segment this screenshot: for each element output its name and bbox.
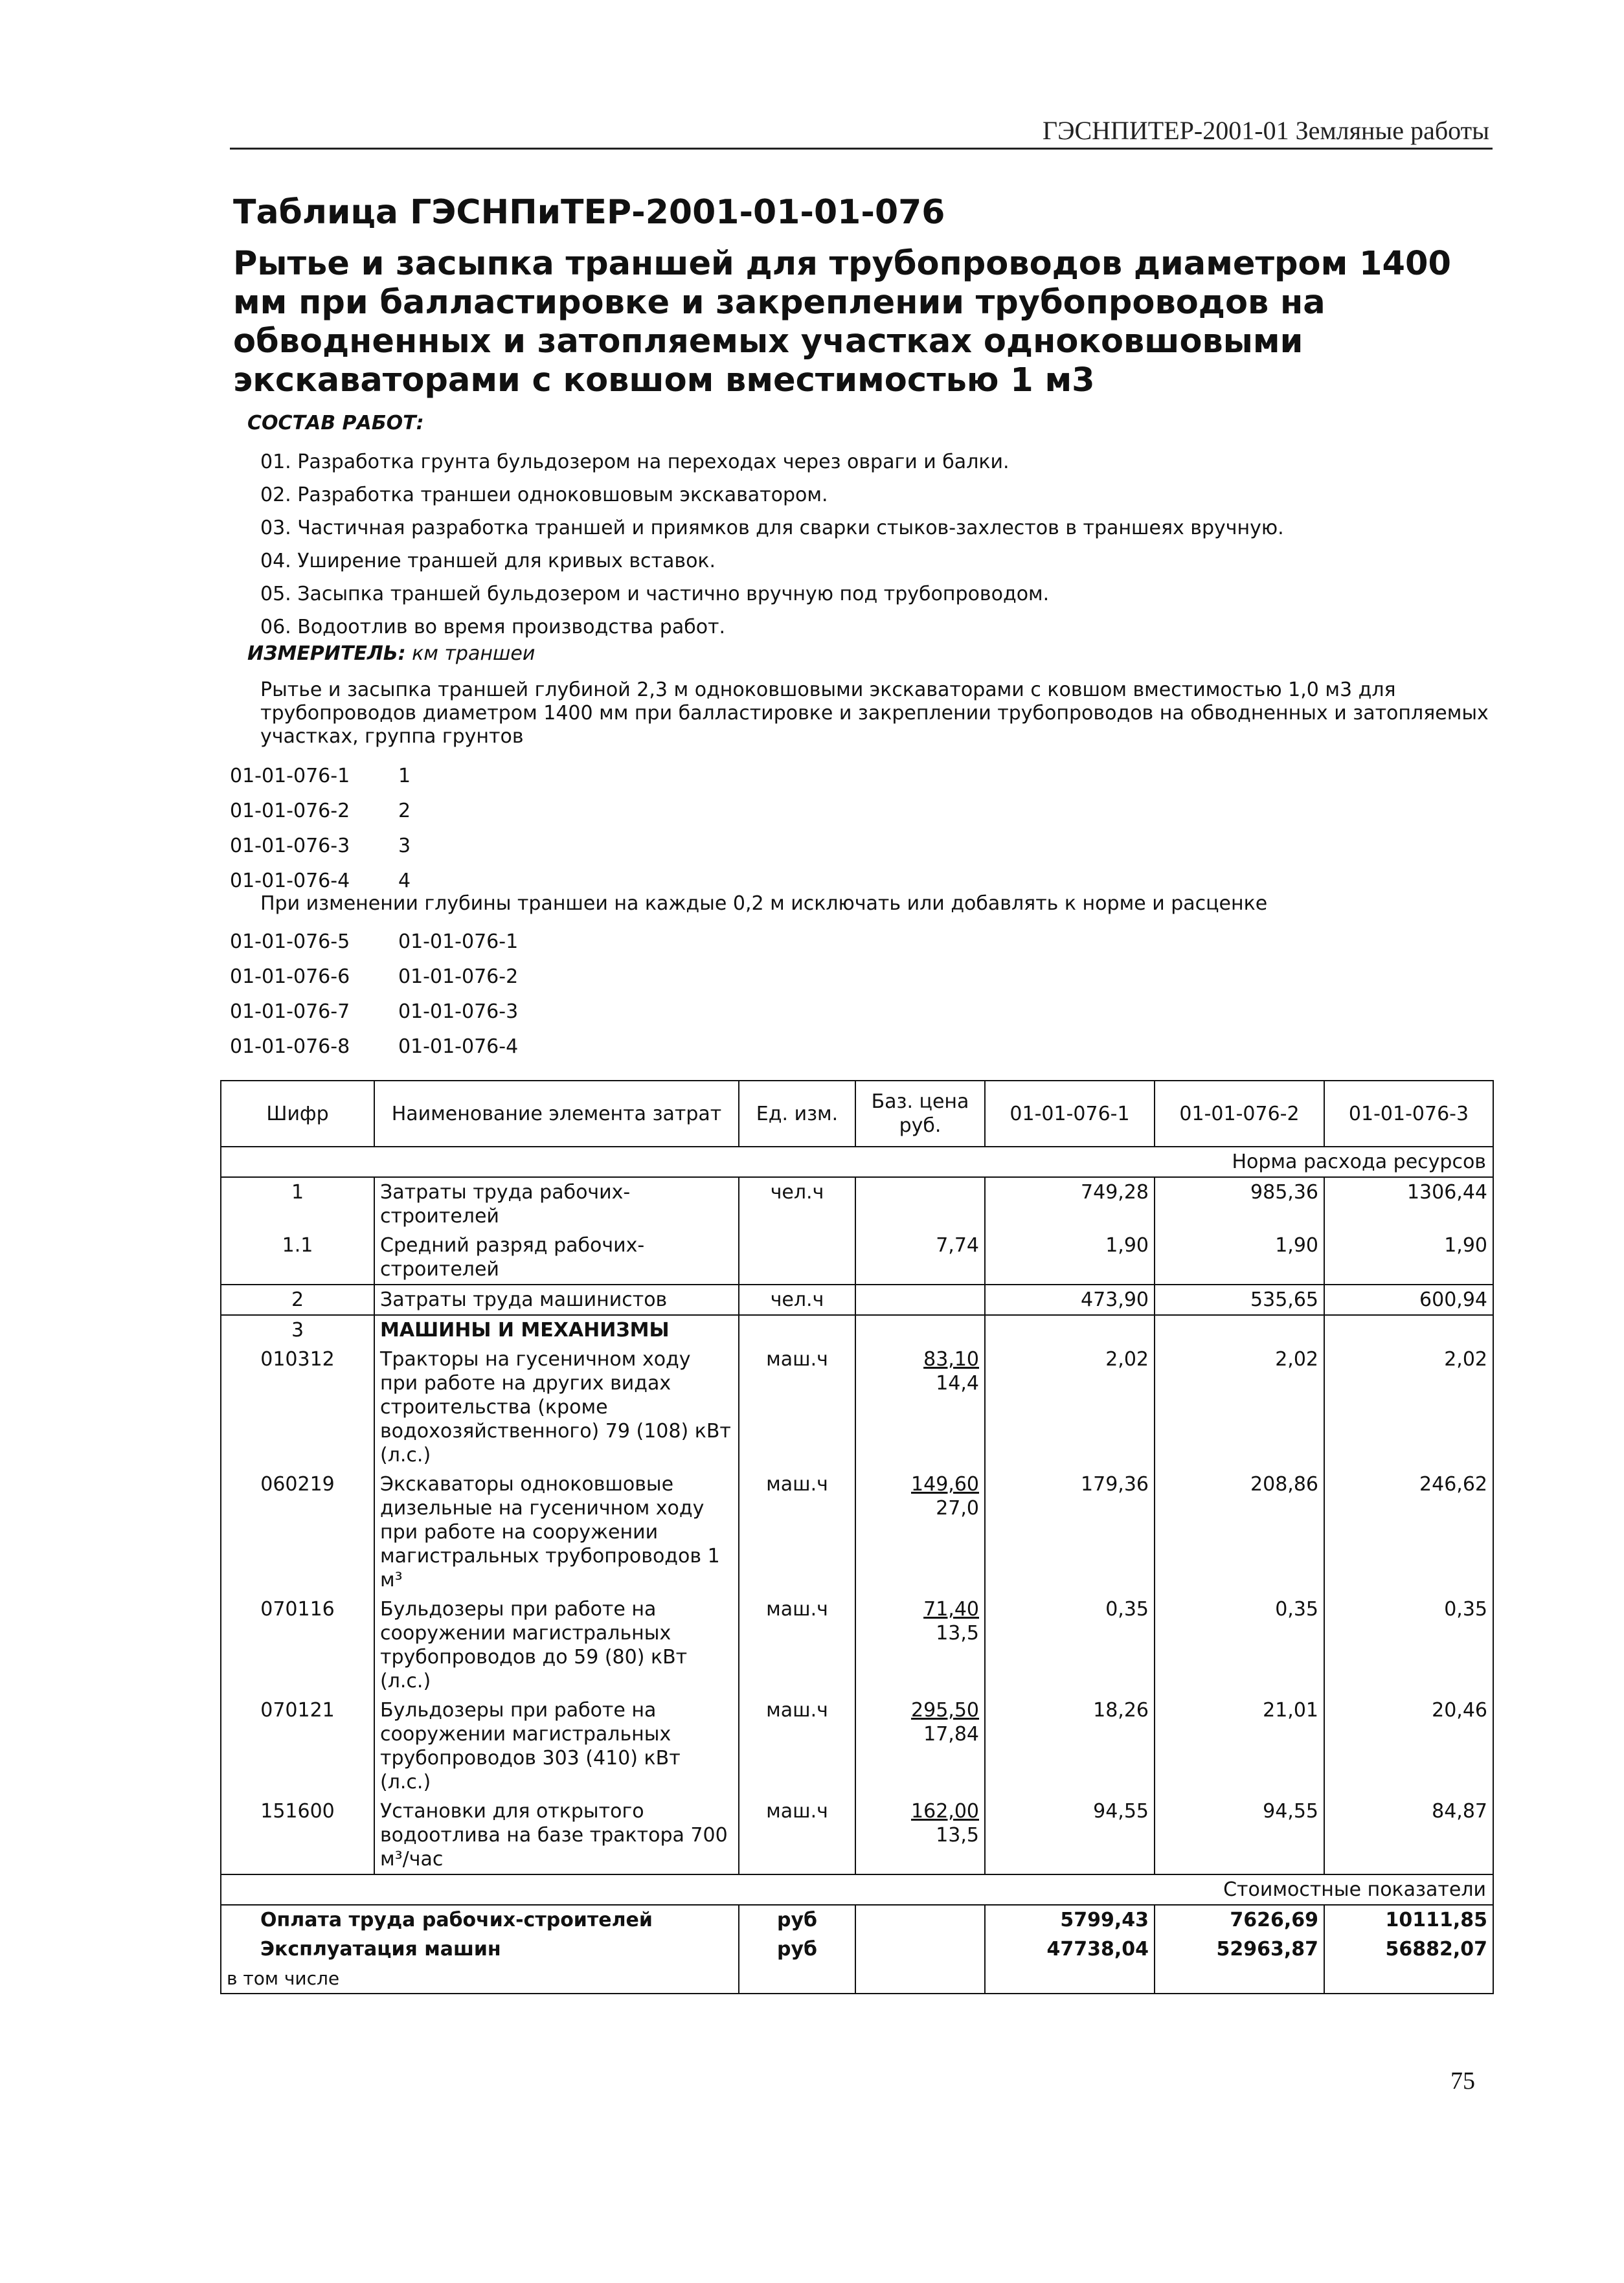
page-title: Рытье и засыпка траншей для трубопроводов диаметром 1400 мм при балластировке и закреплении трубопроводов на обводненных и затопляемых участках одноковшовыми экскаваторами с ковшом вместимостью 1 м3 [233, 245, 1451, 399]
row-price: 7,74 [855, 1231, 985, 1285]
row-value-3: 246,62 [1324, 1470, 1493, 1595]
cost-row [221, 1935, 1493, 1964]
cost-value-1: 47738,04 [985, 1935, 1155, 1964]
row-price [855, 1345, 985, 1470]
code: 01-01-076-1 [230, 765, 350, 787]
code-row [230, 1029, 518, 1064]
code-value: 01-01-076-1 [398, 930, 519, 953]
row-unit: чел.ч [739, 1285, 855, 1315]
table-row [221, 1231, 1493, 1285]
machine-row [221, 1595, 1493, 1696]
row-value-2: 535,65 [1155, 1285, 1324, 1315]
table-label: Таблица ГЭСНПиТЕР-2001-01-01-076 [233, 193, 945, 232]
meter-label: ИЗМЕРИТЕЛЬ: [247, 642, 406, 665]
row-price [855, 1285, 985, 1315]
column-header: 01-01-076-3 [1324, 1081, 1493, 1147]
work-item: 05. Засыпка траншей бульдозером и частично вручную под трубопроводом. [260, 583, 1050, 605]
code: 01-01-076-5 [230, 930, 350, 953]
row-value-3: 1,90 [1324, 1231, 1493, 1285]
row-value-3: 600,94 [1324, 1285, 1493, 1315]
code-value: 01-01-076-2 [398, 965, 519, 988]
code: 01-01-076-3 [230, 835, 350, 857]
page-number: 75 [1450, 2067, 1475, 2095]
code: 01-01-076-4 [230, 870, 350, 892]
row-unit [739, 1231, 855, 1285]
cost-value-1: 5799,43 [985, 1905, 1155, 1935]
table-row [221, 1285, 1493, 1315]
row-name: Бульдозеры при работе на сооружении магистральных трубопроводов до 59 (80) кВт (л.с.) [374, 1595, 739, 1696]
machines-heading: МАШИНЫ И МЕХАНИЗМЫ [374, 1315, 739, 1345]
section-row [221, 1147, 1493, 1177]
row-unit: маш.ч [739, 1345, 855, 1470]
column-header: 01-01-076-1 [985, 1081, 1155, 1147]
cost-unit: руб [739, 1905, 855, 1935]
code: 01-01-076-8 [230, 1035, 350, 1058]
cost-row [221, 1964, 1493, 1994]
row-value-2: 21,01 [1155, 1696, 1324, 1797]
machine-row [221, 1797, 1493, 1874]
codes-depth-list [230, 925, 518, 1064]
row-name: Экскаваторы одноковшовые дизельные на гусеничном ходу при работе на сооружении магистральных трубопроводов 1 м³ [374, 1470, 739, 1595]
row-code: 070116 [221, 1595, 374, 1696]
depth-note: При изменении глубины траншеи на каждые 0,2 м исключать или добавлять к норме и расценке [260, 892, 1268, 915]
row-value-2: 985,36 [1155, 1177, 1324, 1231]
row-unit: маш.ч [739, 1470, 855, 1595]
code-value: 01-01-076-4 [398, 1035, 519, 1058]
row-unit: маш.ч [739, 1797, 855, 1874]
cost-row [221, 1905, 1493, 1935]
row-value-3: 84,87 [1324, 1797, 1493, 1874]
wage-price: 17,84 [923, 1723, 979, 1746]
base-price: 83,10 [923, 1348, 979, 1371]
row-value-1: 473,90 [985, 1285, 1155, 1315]
code: 01-01-076-6 [230, 965, 350, 988]
row-unit: чел.ч [739, 1177, 855, 1231]
row-value-2: 0,35 [1155, 1595, 1324, 1696]
base-price: 71,40 [923, 1598, 979, 1621]
row-name: Установки для открытого водоотлива на базе трактора 700 м³/час [374, 1797, 739, 1874]
meter-value: км траншеи [412, 642, 536, 665]
base-price: 149,60 [911, 1473, 979, 1496]
code-row [230, 960, 518, 995]
work-list [260, 445, 1284, 644]
code-value: 2 [398, 800, 411, 822]
row-value-2: 94,55 [1155, 1797, 1324, 1874]
work-item: 03. Частичная разработка траншей и приямков для сварки стыков-захлестов в траншеях вручную. [260, 517, 1284, 539]
machine-row [221, 1345, 1493, 1470]
row-code: 060219 [221, 1470, 374, 1595]
cost-value-2: 7626,69 [1155, 1905, 1324, 1935]
code-row [230, 995, 518, 1029]
row-value-1: 1,90 [985, 1231, 1155, 1285]
row-name: Затраты труда машинистов [374, 1285, 739, 1315]
row-price [855, 1177, 985, 1231]
base-price: 162,00 [911, 1800, 979, 1823]
row-value-3: 1306,44 [1324, 1177, 1493, 1231]
wage-price: 13,5 [936, 1622, 979, 1645]
work-item: 01. Разработка грунта бульдозером на переходах через овраги и балки. [260, 451, 1009, 473]
row-value-2: 208,86 [1155, 1470, 1324, 1595]
row-value-1: 18,26 [985, 1696, 1155, 1797]
row-name: Бульдозеры при работе на сооружении магистральных трубопроводов 303 (410) кВт (л.с.) [374, 1696, 739, 1797]
code-row [230, 759, 411, 794]
row-code: 2 [221, 1285, 374, 1315]
machines-heading-row [221, 1315, 1493, 1345]
row-name: Затраты труда рабочих-строителей [374, 1177, 739, 1231]
row-value-1: 0,35 [985, 1595, 1155, 1696]
work-item: 02. Разработка траншеи одноковшовым экскаватором. [260, 484, 828, 506]
wage-price: 13,5 [936, 1824, 979, 1847]
row-code: 010312 [221, 1345, 374, 1470]
cost-name: Оплата труда рабочих-строителей [221, 1905, 739, 1935]
machine-row [221, 1696, 1493, 1797]
cost-value-2: 52963,87 [1155, 1935, 1324, 1964]
code-row [230, 925, 518, 960]
row-code: 1 [221, 1177, 374, 1231]
running-header: ГЭСНПИТЕР-2001-01 Земляные работы [1042, 116, 1489, 145]
column-header: Баз. цена руб. [855, 1081, 985, 1147]
row-value-1: 749,28 [985, 1177, 1155, 1231]
cost-value-3: 10111,85 [1324, 1905, 1493, 1935]
code: 01-01-076-2 [230, 800, 350, 822]
code-row [230, 794, 411, 829]
machine-row [221, 1470, 1493, 1595]
including-label: в том числе [221, 1964, 739, 1994]
row-value-2: 2,02 [1155, 1345, 1324, 1470]
code-value: 01-01-076-3 [398, 1000, 519, 1023]
row-value-3: 2,02 [1324, 1345, 1493, 1470]
row-price [855, 1797, 985, 1874]
work-section-label: СОСТАВ РАБОТ: [247, 412, 424, 434]
cost-name: Эксплуатация машин [221, 1935, 739, 1964]
row-name: Средний разряд рабочих-строителей [374, 1231, 739, 1285]
wage-price: 14,4 [936, 1372, 979, 1395]
section-row [221, 1874, 1493, 1905]
base-price: 295,50 [911, 1699, 979, 1722]
norm-section-label: Норма расхода ресурсов [221, 1147, 1493, 1177]
wage-price: 27,0 [936, 1497, 979, 1520]
cost-value-3: 56882,07 [1324, 1935, 1493, 1964]
column-header: Наименование элемента затрат [374, 1081, 739, 1147]
row-name: Тракторы на гусеничном ходу при работе на других видах строительства (кроме водохозяйственного) 79 (108) кВт (л.с.) [374, 1345, 739, 1470]
description: Рытье и засыпка траншей глубиной 2,3 м одноковшовыми экскаваторами с ковшом вместимостью 1,0 м3 для трубопроводов диаметром 1400 мм при балластировке и закреплении трубопроводов на обводненных и затопляемых участках, группа грунтов [260, 679, 1489, 748]
cost-unit: руб [739, 1935, 855, 1964]
machines-code: 3 [221, 1315, 374, 1345]
meter-line [247, 642, 535, 665]
row-value-1: 94,55 [985, 1797, 1155, 1874]
code-value: 4 [398, 870, 411, 892]
column-header: 01-01-076-2 [1155, 1081, 1324, 1147]
header-rule [230, 148, 1493, 150]
column-header: Шифр [221, 1081, 374, 1147]
table-header-row [221, 1081, 1493, 1147]
codes-group-list [230, 759, 411, 899]
row-value-3: 0,35 [1324, 1595, 1493, 1696]
row-unit: маш.ч [739, 1595, 855, 1696]
row-code: 1.1 [221, 1231, 374, 1285]
code: 01-01-076-7 [230, 1000, 350, 1023]
row-price [855, 1595, 985, 1696]
table-row [221, 1177, 1493, 1231]
row-value-1: 2,02 [985, 1345, 1155, 1470]
code-value: 1 [398, 765, 411, 787]
row-code: 070121 [221, 1696, 374, 1797]
row-unit: маш.ч [739, 1696, 855, 1797]
row-value-1: 179,36 [985, 1470, 1155, 1595]
work-item: 04. Уширение траншей для кривых вставок. [260, 550, 716, 572]
cost-section-label: Стоимостные показатели [221, 1874, 1493, 1905]
work-item: 06. Водоотлив во время производства работ. [260, 616, 726, 638]
row-value-2: 1,90 [1155, 1231, 1324, 1285]
cost-table [220, 1080, 1494, 1994]
row-value-3: 20,46 [1324, 1696, 1493, 1797]
column-header: Ед. изм. [739, 1081, 855, 1147]
row-price [855, 1470, 985, 1595]
row-price [855, 1696, 985, 1797]
row-code: 151600 [221, 1797, 374, 1874]
code-row [230, 829, 411, 864]
code-value: 3 [398, 835, 411, 857]
